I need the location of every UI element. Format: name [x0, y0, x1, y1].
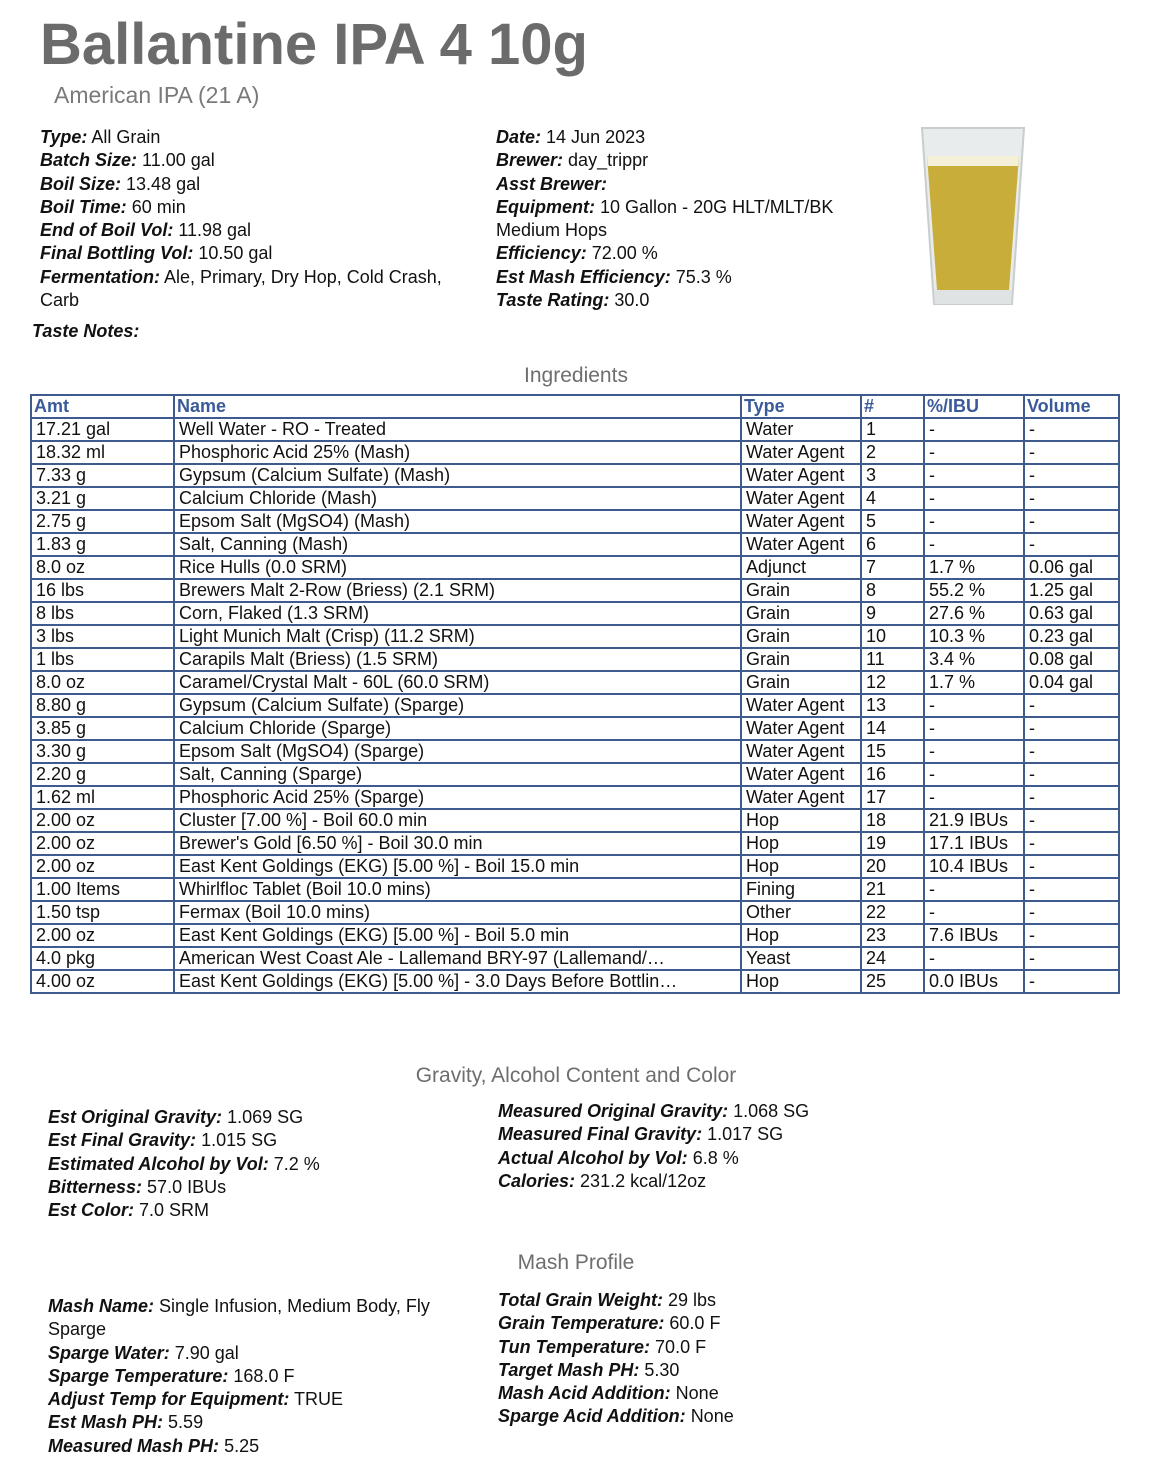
amt-cell: 4.0 pkg — [31, 947, 174, 970]
info-row: Date: 14 Jun 2023 — [496, 127, 646, 147]
mash-row: Mash Name: Single Infusion, Medium Body, Fly Sparge — [48, 1296, 430, 1340]
number-cell: 20 — [861, 855, 924, 878]
amt-cell: 2.00 oz — [31, 809, 174, 832]
name-cell: Corn, Flaked (1.3 SRM) — [174, 602, 741, 625]
info-row: Boil Time: 60 min — [40, 196, 186, 217]
name-cell: Calcium Chloride (Sparge) — [174, 717, 741, 740]
volume-cell: - — [1024, 694, 1119, 717]
number-cell: 7 — [861, 556, 924, 579]
volume-cell: 0.06 gal — [1024, 556, 1119, 579]
amt-cell: 3.21 g — [31, 487, 174, 510]
mash-row: Sparge Water: 7.90 gal — [48, 1342, 239, 1363]
pct-ibu-cell: - — [924, 947, 1024, 970]
number-cell: 3 — [861, 464, 924, 487]
pct-ibu-cell: - — [924, 740, 1024, 763]
name-cell: East Kent Goldings (EKG) [5.00 %] - Boil 15.0 min — [174, 855, 741, 878]
pct-ibu-cell: 1.7 % — [924, 556, 1024, 579]
pct-ibu-cell: 55.2 % — [924, 579, 1024, 602]
table-row — [31, 487, 1119, 510]
table-row — [31, 717, 1119, 740]
name-cell: Carapils Malt (Briess) (1.5 SRM) — [174, 648, 741, 671]
volume-cell: - — [1024, 786, 1119, 809]
mash-left — [48, 1295, 483, 1458]
name-cell: Phosphoric Acid 25% (Mash) — [174, 441, 741, 464]
mash-heading: Mash Profile — [517, 1251, 635, 1274]
taste-notes: Taste Notes: — [32, 321, 140, 341]
mash-row: Adjust Temp for Equipment: TRUE — [48, 1389, 344, 1410]
info-row: Brewer: day_trippr — [496, 150, 649, 171]
number-cell: 18 — [861, 809, 924, 832]
pct-ibu-cell: - — [924, 418, 1024, 441]
type-cell: Water — [741, 418, 861, 441]
volume-cell: - — [1024, 510, 1119, 533]
table-row — [31, 740, 1119, 763]
volume-cell: - — [1024, 901, 1119, 924]
amt-cell: 1.83 g — [31, 533, 174, 556]
table-row — [31, 924, 1119, 947]
mash-row: Est Mash PH: 5.59 — [48, 1412, 204, 1433]
pct-ibu-cell: - — [924, 763, 1024, 786]
table-row — [31, 510, 1119, 533]
type-cell: Hop — [741, 855, 861, 878]
type-cell: Hop — [741, 924, 861, 947]
amt-cell: 8.0 oz — [31, 556, 174, 579]
number-cell: 4 — [861, 487, 924, 510]
number-cell: 12 — [861, 671, 924, 694]
pct-ibu-cell: - — [924, 441, 1024, 464]
type-cell: Grain — [741, 602, 861, 625]
amt-cell: 7.33 g — [31, 464, 174, 487]
table-row — [31, 441, 1119, 464]
name-cell: Light Munich Malt (Crisp) (11.2 SRM) — [174, 625, 741, 648]
table-header-row — [31, 395, 1119, 418]
number-cell: 9 — [861, 602, 924, 625]
type-cell: Water Agent — [741, 786, 861, 809]
type-cell: Grain — [741, 625, 861, 648]
volume-cell: - — [1024, 832, 1119, 855]
volume-cell: - — [1024, 763, 1119, 786]
volume-cell: - — [1024, 878, 1119, 901]
name-cell: Caramel/Crystal Malt - 60L (60.0 SRM) — [174, 671, 741, 694]
type-cell: Hop — [741, 809, 861, 832]
name-cell: Salt, Canning (Sparge) — [174, 763, 741, 786]
mash-row: Tun Temperature: 70.0 F — [498, 1336, 707, 1357]
number-cell: 5 — [861, 510, 924, 533]
name-cell: Brewer's Gold [6.50 %] - Boil 30.0 min — [174, 832, 741, 855]
number-cell: 24 — [861, 947, 924, 970]
amt-cell: 1.62 ml — [31, 786, 174, 809]
gravity-row: Bitterness: 57.0 IBUs — [48, 1176, 227, 1197]
volume-cell: 0.63 gal — [1024, 602, 1119, 625]
info-right — [496, 126, 896, 312]
pct-ibu-cell: - — [924, 510, 1024, 533]
recipe-style: American IPA (21 A) — [54, 82, 260, 108]
name-cell: Epsom Salt (MgSO4) (Mash) — [174, 510, 741, 533]
pct-ibu-cell: 17.1 IBUs — [924, 832, 1024, 855]
volume-cell: - — [1024, 740, 1119, 763]
name-cell: Calcium Chloride (Mash) — [174, 487, 741, 510]
name-cell: Gypsum (Calcium Sulfate) (Mash) — [174, 464, 741, 487]
number-cell: 2 — [861, 441, 924, 464]
type-cell: Adjunct — [741, 556, 861, 579]
volume-cell: - — [1024, 924, 1119, 947]
gravity-heading: Gravity, Alcohol Content and Color — [415, 1064, 737, 1087]
number-cell: 22 — [861, 901, 924, 924]
volume-cell: 1.25 gal — [1024, 579, 1119, 602]
name-cell: Whirlfloc Tablet (Boil 10.0 mins) — [174, 878, 741, 901]
gravity-row: Est Color: 7.0 SRM — [48, 1200, 210, 1221]
volume-cell: - — [1024, 533, 1119, 556]
pct-ibu-cell: 10.4 IBUs — [924, 855, 1024, 878]
pct-ibu-cell: - — [924, 901, 1024, 924]
number-cell: 11 — [861, 648, 924, 671]
col-number: # — [861, 395, 924, 418]
type-cell: Hop — [741, 970, 861, 993]
pct-ibu-cell: 27.6 % — [924, 602, 1024, 625]
pct-ibu-cell: - — [924, 786, 1024, 809]
table-row — [31, 878, 1119, 901]
mash-row: Grain Temperature: 60.0 F — [498, 1313, 721, 1334]
name-cell: Epsom Salt (MgSO4) (Sparge) — [174, 740, 741, 763]
col-pct-ibu: %/IBU — [924, 395, 1024, 418]
amt-cell: 8.80 g — [31, 694, 174, 717]
amt-cell: 17.21 gal — [31, 418, 174, 441]
gravity-right — [498, 1100, 918, 1193]
number-cell: 13 — [861, 694, 924, 717]
volume-cell: - — [1024, 487, 1119, 510]
info-row: Final Bottling Vol: 10.50 gal — [40, 243, 273, 264]
amt-cell: 8 lbs — [31, 602, 174, 625]
type-cell: Grain — [741, 671, 861, 694]
number-cell: 14 — [861, 717, 924, 740]
beer-glass-icon — [918, 126, 1028, 306]
table-row — [31, 418, 1119, 441]
number-cell: 25 — [861, 970, 924, 993]
pct-ibu-cell: - — [924, 878, 1024, 901]
table-row — [31, 579, 1119, 602]
number-cell: 8 — [861, 579, 924, 602]
ingredients-table — [30, 394, 1120, 994]
volume-cell: - — [1024, 947, 1119, 970]
volume-cell: - — [1024, 441, 1119, 464]
name-cell: Well Water - RO - Treated — [174, 418, 741, 441]
table-row — [31, 671, 1119, 694]
mash-row: Sparge Acid Addition: None — [498, 1406, 734, 1427]
table-row — [31, 533, 1119, 556]
type-cell: Water Agent — [741, 740, 861, 763]
table-row — [31, 648, 1119, 671]
name-cell: East Kent Goldings (EKG) [5.00 %] - Boil 5.0 min — [174, 924, 741, 947]
type-cell: Water Agent — [741, 441, 861, 464]
pct-ibu-cell: 3.4 % — [924, 648, 1024, 671]
type-cell: Water Agent — [741, 694, 861, 717]
type-cell: Water Agent — [741, 464, 861, 487]
info-row: Equipment: 10 Gallon - 20G HLT/MLT/BK Medium Hops — [496, 196, 834, 241]
name-cell: Phosphoric Acid 25% (Sparge) — [174, 786, 741, 809]
name-cell: Rice Hulls (0.0 SRM) — [174, 556, 741, 579]
recipe-title: Ballantine IPA 4 10g — [40, 12, 588, 77]
mash-row: Total Grain Weight: 29 lbs — [498, 1290, 717, 1310]
type-cell: Water Agent — [741, 763, 861, 786]
number-cell: 6 — [861, 533, 924, 556]
gravity-row: Actual Alcohol by Vol: 6.8 % — [498, 1147, 739, 1168]
gravity-row: Est Original Gravity: 1.069 SG — [48, 1107, 304, 1127]
amt-cell: 2.00 oz — [31, 855, 174, 878]
info-row: Asst Brewer: — [496, 173, 608, 194]
type-cell: Water Agent — [741, 487, 861, 510]
volume-cell: - — [1024, 855, 1119, 878]
volume-cell: - — [1024, 717, 1119, 740]
col-type: Type — [741, 395, 861, 418]
mash-row: Mash Acid Addition: None — [498, 1383, 719, 1404]
mash-row: Measured Mash PH: 5.25 — [48, 1435, 260, 1456]
gravity-row: Estimated Alcohol by Vol: 7.2 % — [48, 1153, 320, 1174]
volume-cell: - — [1024, 418, 1119, 441]
volume-cell: - — [1024, 464, 1119, 487]
gravity-row: Est Final Gravity: 1.015 SG — [48, 1130, 278, 1151]
col-volume: Volume — [1024, 395, 1119, 418]
col-amt: Amt — [31, 395, 174, 418]
name-cell: American West Coast Ale - Lallemand BRY-97 (Lallemand/… — [174, 947, 741, 970]
name-cell: Fermax (Boil 10.0 mins) — [174, 901, 741, 924]
type-cell: Grain — [741, 648, 861, 671]
mash-right — [498, 1289, 918, 1429]
table-row — [31, 763, 1119, 786]
col-name: Name — [174, 395, 741, 418]
table-row — [31, 855, 1119, 878]
type-cell: Other — [741, 901, 861, 924]
type-cell: Grain — [741, 579, 861, 602]
table-row — [31, 901, 1119, 924]
mash-row: Target Mash PH: 5.30 — [498, 1359, 680, 1380]
pct-ibu-cell: 1.7 % — [924, 671, 1024, 694]
pct-ibu-cell: - — [924, 694, 1024, 717]
volume-cell: 0.23 gal — [1024, 625, 1119, 648]
table-row — [31, 832, 1119, 855]
volume-cell: - — [1024, 809, 1119, 832]
pct-ibu-cell: - — [924, 717, 1024, 740]
number-cell: 15 — [861, 740, 924, 763]
info-row: Efficiency: 72.00 % — [496, 243, 658, 264]
pct-ibu-cell: - — [924, 487, 1024, 510]
table-row — [31, 947, 1119, 970]
name-cell: Salt, Canning (Mash) — [174, 533, 741, 556]
mash-row: Sparge Temperature: 168.0 F — [48, 1365, 295, 1386]
type-cell: Yeast — [741, 947, 861, 970]
type-cell: Water Agent — [741, 717, 861, 740]
info-left — [40, 126, 460, 312]
pct-ibu-cell: 0.0 IBUs — [924, 970, 1024, 993]
table-row — [31, 464, 1119, 487]
number-cell: 21 — [861, 878, 924, 901]
gravity-row: Measured Final Gravity: 1.017 SG — [498, 1124, 784, 1145]
table-row — [31, 694, 1119, 717]
number-cell: 10 — [861, 625, 924, 648]
table-row — [31, 809, 1119, 832]
gravity-row: Calories: 231.2 kcal/12oz — [498, 1170, 707, 1191]
info-row: Est Mash Efficiency: 75.3 % — [496, 266, 732, 287]
info-row: Batch Size: 11.00 gal — [40, 150, 215, 171]
table-row — [31, 786, 1119, 809]
amt-cell: 3.30 g — [31, 740, 174, 763]
info-row: Type: All Grain — [40, 127, 161, 147]
amt-cell: 3.85 g — [31, 717, 174, 740]
amt-cell: 1.50 tsp — [31, 901, 174, 924]
type-cell: Water Agent — [741, 510, 861, 533]
name-cell: Cluster [7.00 %] - Boil 60.0 min — [174, 809, 741, 832]
number-cell: 17 — [861, 786, 924, 809]
amt-cell: 2.00 oz — [31, 832, 174, 855]
table-row — [31, 970, 1119, 993]
type-cell: Water Agent — [741, 533, 861, 556]
info-row: Boil Size: 13.48 gal — [40, 173, 201, 194]
info-row: Taste Rating: 30.0 — [496, 290, 650, 311]
volume-cell: - — [1024, 970, 1119, 993]
table-row — [31, 556, 1119, 579]
pct-ibu-cell: - — [924, 464, 1024, 487]
pct-ibu-cell: - — [924, 533, 1024, 556]
number-cell: 1 — [861, 418, 924, 441]
amt-cell: 2.00 oz — [31, 924, 174, 947]
type-cell: Hop — [741, 832, 861, 855]
pct-ibu-cell: 7.6 IBUs — [924, 924, 1024, 947]
number-cell: 19 — [861, 832, 924, 855]
amt-cell: 4.00 oz — [31, 970, 174, 993]
amt-cell: 2.75 g — [31, 510, 174, 533]
volume-cell: 0.08 gal — [1024, 648, 1119, 671]
gravity-left — [48, 1106, 468, 1222]
amt-cell: 1.00 Items — [31, 878, 174, 901]
pct-ibu-cell: 21.9 IBUs — [924, 809, 1024, 832]
amt-cell: 8.0 oz — [31, 671, 174, 694]
number-cell: 16 — [861, 763, 924, 786]
name-cell: East Kent Goldings (EKG) [5.00 %] - 3.0 Days Before Bottlin… — [174, 970, 741, 993]
type-cell: Fining — [741, 878, 861, 901]
volume-cell: 0.04 gal — [1024, 671, 1119, 694]
pct-ibu-cell: 10.3 % — [924, 625, 1024, 648]
gravity-row: Measured Original Gravity: 1.068 SG — [498, 1101, 810, 1121]
info-row: Fermentation: Ale, Primary, Dry Hop, Cold Crash, Carb — [40, 266, 442, 311]
amt-cell: 1 lbs — [31, 648, 174, 671]
name-cell: Brewers Malt 2-Row (Briess) (2.1 SRM) — [174, 579, 741, 602]
amt-cell: 18.32 ml — [31, 441, 174, 464]
amt-cell: 3 lbs — [31, 625, 174, 648]
name-cell: Gypsum (Calcium Sulfate) (Sparge) — [174, 694, 741, 717]
amt-cell: 2.20 g — [31, 763, 174, 786]
info-row: End of Boil Vol: 11.98 gal — [40, 220, 252, 241]
amt-cell: 16 lbs — [31, 579, 174, 602]
table-row — [31, 602, 1119, 625]
table-row — [31, 625, 1119, 648]
ingredients-heading: Ingredients — [524, 364, 628, 387]
number-cell: 23 — [861, 924, 924, 947]
